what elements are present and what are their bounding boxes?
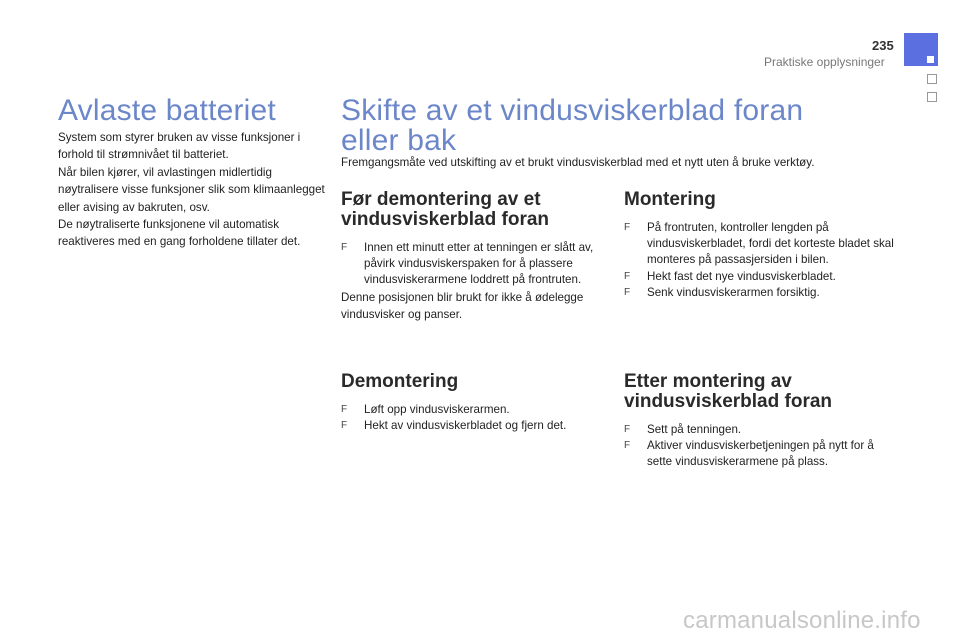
list-item — [624, 422, 894, 438]
bullet-list — [624, 422, 894, 471]
section-title: Montering — [624, 189, 716, 210]
section-title: Etter montering av vindusviskerblad foran — [624, 371, 833, 412]
section-before-removal — [341, 190, 611, 323]
bullet-icon: F — [341, 420, 348, 432]
chapter-tab-1[interactable] — [927, 74, 937, 84]
list-item — [341, 418, 611, 434]
left-paragraph: De nøytraliserte funksjonene vil automatisk reaktiveres med en gang forholdene tillater det. — [58, 218, 301, 249]
bullet-list — [341, 402, 611, 434]
list-item-text: På frontruten, kontroller lengden på vindusviskerbladet, fordi det korteste bladet skal monteres på passasjersiden i bilen. — [647, 221, 894, 267]
chapter-tab-marker — [927, 56, 934, 63]
section-title: Før demontering av et vindusviskerblad foran — [341, 189, 550, 230]
list-item — [624, 220, 894, 269]
left-body — [58, 129, 328, 251]
bullet-icon: F — [341, 242, 348, 253]
list-item-text: Innen ett minutt etter at tenningen er slått av, påvirk vindusviskerspaken for å plassere vindusviskerarmene loddrett på frontruten. — [364, 241, 594, 287]
bullet-icon: F — [624, 286, 631, 298]
left-title: Avlaste batteriet — [58, 94, 276, 127]
list-item-text: Hekt fast det nye vindusviskerbladet. — [647, 269, 836, 283]
bullet-icon: F — [624, 270, 631, 282]
bullet-list — [624, 220, 894, 301]
page-number: 235 — [872, 38, 894, 53]
list-item-text: Sett på tenningen. — [647, 423, 742, 436]
section-label: Praktiske opplysninger — [764, 55, 885, 69]
main-title: Skifte av et vindusviskerblad foran eller bak — [341, 94, 804, 157]
list-item-text: Hekt av vindusviskerbladet og fjern det. — [364, 419, 567, 433]
list-item-text: Løft opp vindusviskerarmen. — [364, 403, 510, 416]
bullet-icon: F — [624, 222, 631, 233]
watermark: carmanualsonline.info — [683, 607, 921, 634]
section-mounting — [624, 190, 894, 301]
list-item — [624, 269, 894, 285]
section-title: Demontering — [341, 371, 459, 392]
bullet-icon: F — [624, 440, 631, 452]
section-removal — [341, 372, 611, 434]
section-note: Denne posisjonen blir brukt for ikke å ødelegge vindusvisker og panser. — [341, 290, 584, 321]
bullet-list — [341, 240, 611, 289]
left-paragraph: Når bilen kjører, vil avlastingen midlertidig nøytralisere visse funksjoner slik som klimaanlegget eller avising av bakruten, osv. — [58, 165, 325, 214]
section-after-mounting — [624, 372, 894, 471]
bullet-icon: F — [624, 424, 631, 435]
list-item-text: Senk vindusviskerarmen forsiktig. — [647, 285, 820, 299]
left-paragraph: System som styrer bruken av visse funksjoner i forhold til strømnivået til batteriet. — [58, 131, 301, 162]
list-item — [341, 240, 611, 289]
list-item — [341, 402, 611, 418]
bullet-icon: F — [341, 404, 348, 415]
intro-text: Fremgangsmåte ved utskifting av et brukt vindusviskerblad med et nytt uten å bruke verktøy. — [341, 156, 815, 169]
list-item — [624, 285, 894, 301]
list-item-text: Aktiver vindusviskerbetjeningen på nytt for å sette vindusviskerarmene på plass. — [647, 439, 874, 469]
chapter-tab-2[interactable] — [927, 92, 937, 102]
list-item — [624, 438, 894, 470]
